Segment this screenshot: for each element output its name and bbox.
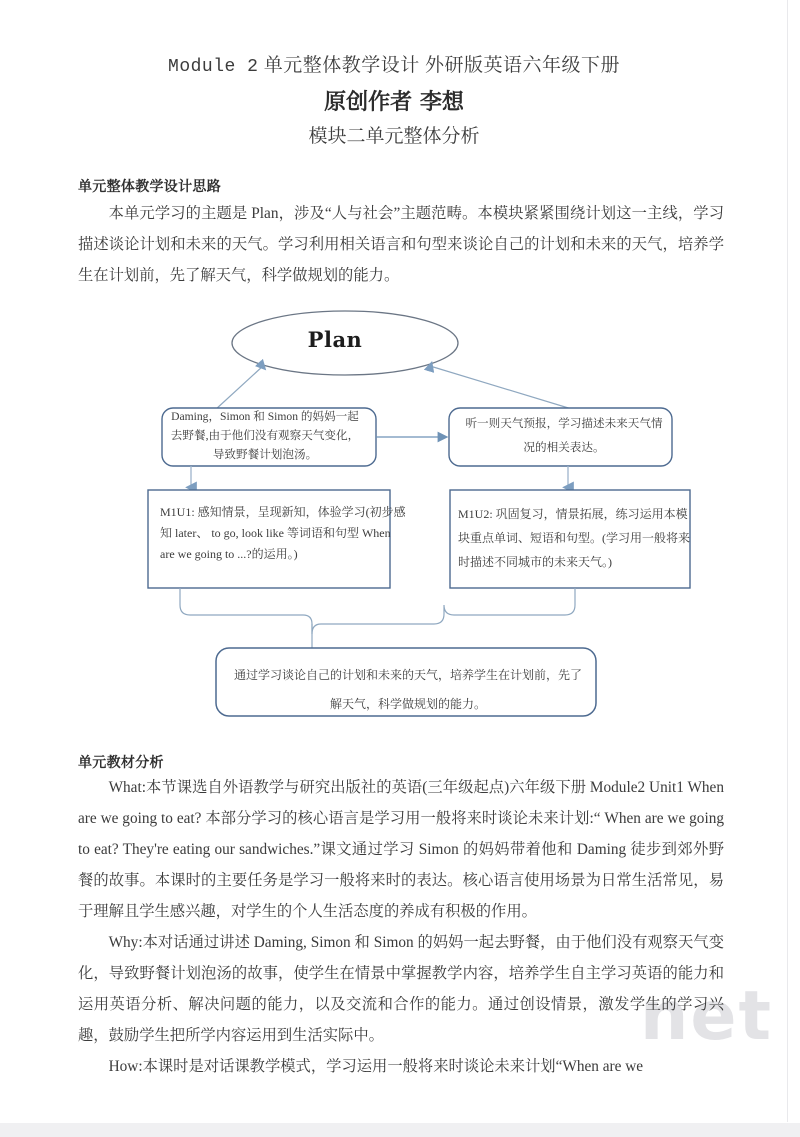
- node-label-m1u2: M1U2: 巩固复习，情景拓展，练习运用本模块重点单词、短语和句型。(学习用一般将来时描述不同城市的未来天气。): [458, 507, 690, 569]
- node-label-story: Daming，Simon 和 Simon 的妈妈一起去野餐,由于他们没有观察天气变化，导致野餐计划泡汤。: [170, 410, 360, 461]
- connector-brace-to-goal: [180, 588, 575, 634]
- node-label-m1u1: M1U1: 感知情景，呈现新知，体验学习(初步感知 later、 to go, look like 等词语和句型 When are we going to ...?的运用。): [160, 505, 406, 561]
- paragraph-what: What:本节课选自外语教学与研究出版社的英语(三年级起点)六年级下册 Module2 Unit1 When are we going to eat? 本部分学习的核心语言是学习用一般将来时谈论未来计划:“ When are we going to eat? They're eating our sandwiches.”课文通过学习 Simon 的妈妈带着他和 Daming 徒步到郊外野餐的故事。本课时的主要任务是学习一般将来时的表达。核心语言使用场景为日常生活常见，易于理解且学生感兴趣，对学生的个人生活态度的养成有积极的作用。: [78, 779, 724, 920]
- document-subtitle: 模块二单元整体分析: [308, 126, 480, 147]
- module-number: Module 2: [168, 57, 259, 77]
- section-body-material: [78, 772, 724, 1082]
- node-label-plan: Plan: [307, 327, 363, 352]
- section-body-design: [78, 198, 724, 291]
- document-title-line-1: [0, 50, 788, 77]
- paragraph-why: Why:本对话通过讲述 Daming, Simon 和 Simon 的妈妈一起去野餐，由于他们没有观察天气变化，导致野餐计划泡汤的故事，使学生在情景中掌握教学内容，培养学生自主学习英语的能力和运用英语分析、解决问题的能力，以及交流和合作的能力。通过创设情景，激发学生的学习兴趣，鼓励学生把所学内容运用到生活实际中。: [78, 934, 724, 1044]
- section-heading-material-label: 单元教材分析: [78, 755, 164, 771]
- document-author: 原创作者 李想: [324, 90, 464, 115]
- module-title-rest: 单元整体教学设计 外研版英语六年级下册: [263, 55, 620, 76]
- page-bottom-strip: [0, 1123, 800, 1137]
- node-label-weather: 听一则天气预报，学习描述未来天气情况的相关表达。: [465, 417, 663, 454]
- connector-weather-to-plan: [430, 366, 575, 410]
- paragraph-how: How:本课时是对话课教学模式，学习运用一般将来时谈论未来计划“When are we: [108, 1058, 644, 1075]
- watermark-text: net: [639, 977, 773, 1056]
- section-heading-design: 单元整体教学设计思路: [78, 179, 221, 195]
- section-heading-material: [78, 752, 164, 772]
- paragraph: 本单元学习的主题是 Plan，涉及“人与社会”主题范畴。本模块紧紧围绕计划这一主线，学习描述谈论计划和未来的天气。学习利用相关语言和句型来谈论自己的计划和未来的天气，培养学生在计划前，先了解天气，科学做规划的能力。: [78, 205, 724, 284]
- connector-story-to-plan: [215, 366, 263, 410]
- node-label-goal: 通过学习谈论自己的计划和未来的天气，培养学生在计划前，先了解天气，科学做规划的能力。: [233, 668, 582, 711]
